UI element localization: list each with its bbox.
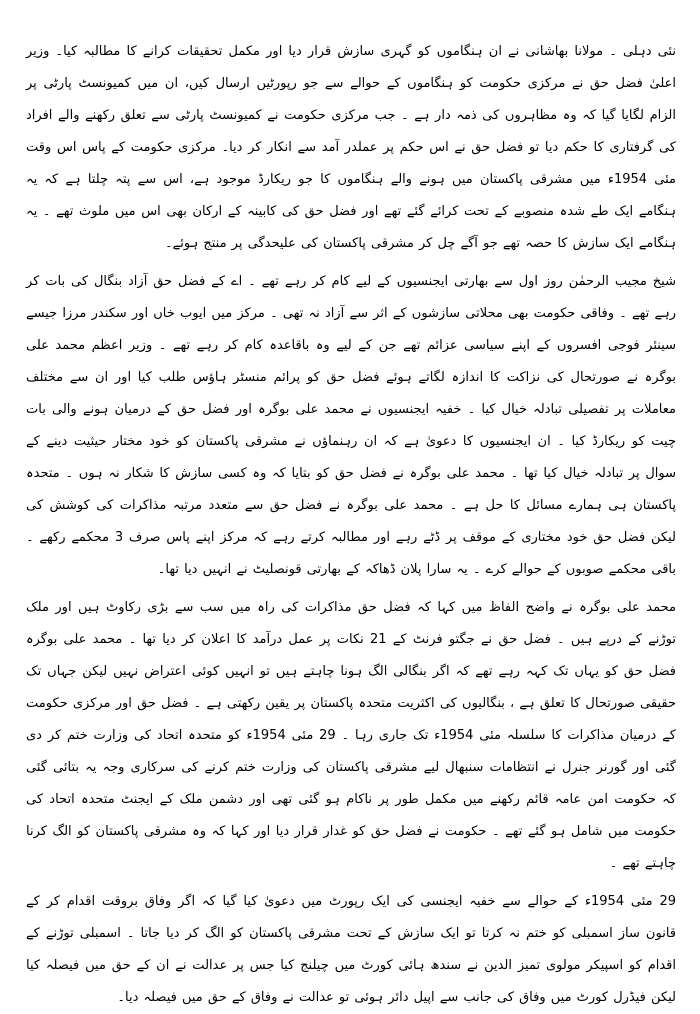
article-body — [26, 36, 676, 1014]
paragraph-2: شیخ مجیب الرحمٰن روز اول سے بھارتی ایجنسیوں کے لیے کام کر رہے تھے ۔ اے کے فضل حق آزاد بنگال کی بات کر رہے تھے ۔ وفاقی حکومت بھی محلاتی سازشوں کے اثر سے آزاد نہ تھی ۔ مرکز میں ایوب خاں اور سکندر مرزا جیسے سینئر فوجی افسروں کے اپنے سیاسی عزائم تھے جن کے لیے وہ باقاعدہ کام کر رہے تھے ۔ وزیر اعظم محمد علی بوگرہ نے صورتحال کی نزاکت کا اندازہ لگاتے ہوئے فضل حق کو پرائم منسٹر ہاؤس طلب کیا اور ان سے مختلف معاملات پر تفصیلی تبادلہ خیال کیا ۔ خفیہ ایجنسیوں نے محمد علی بوگرہ اور فضل حق کے درمیان ہونے والی بات چیت کو ریکارڈ کیا ۔ ان ایجنسیوں کا دعویٰ ہے کہ ان رہنماؤں نے مشرقی پاکستان کو خود مختار حیثیت دینے کے سوال پر تبادلہ خیال کیا تھا ۔ محمد علی بوگرہ نے فضل حق کو بتایا کہ وہ کسی سازش کا شکار نہ ہوں ۔ متحدہ پاکستان ہی ہمارے مسائل کا حل ہے ۔ محمد علی بوگرہ نے فضل حق سے متعدد مرتبہ مذاکرات کی کوشش کی لیکن فضل حق خود مختاری کے موقف پر ڈٹے رہے اور مطالبہ کرتے رہے کہ مرکز اپنے پاس صرف 3 محکمے رکھے ۔ باقی محکمے صوبوں کے حوالے کرے ۔ یہ سارا پلان ڈھاکہ کے بھارتی قونصلیٹ نے انہیں دیا تھا۔ — [26, 274, 676, 577]
paragraph-3: محمد علی بوگرہ نے واضح الفاظ میں کہا کہ فضل حق مذاکرات کی راہ میں سب سے بڑی رکاوٹ ہیں اور ملک توڑنے کے درپے ہیں ۔ فضل حق نے جگتو فرنٹ کے 21 نکات پر عمل درآمد کا اعلان کر دیا تھا ۔ محمد علی بوگرہ فضل حق کو یہاں تک کہہ رہے تھے کہ اگر بنگالی الگ ہونا چاہتے ہیں تو انہیں کوئی اعتراض نہیں لیکن جہاں تک حقیقی صورتحال کا تعلق ہے ، بنگالیوں کی اکثریت متحدہ پاکستان پر یقین رکھتی ہے ۔ فضل حق اور مرکزی حکومت کے درمیان مذاکرات کا سلسلہ مئی 1954ء تک جاری رہا ۔ 29 مئی 1954ء کو متحدہ اتحاد کی وزارت ختم کر دی گئی اور گورنر جنرل نے انتظامات سنبھال لیے مشرقی پاکستان کی وزارت ختم کرنے کی سرکاری وجہ یہ بتائی گئی کہ حکومت امن عامہ قائم رکھنے میں مکمل طور پر ناکام ہو گئی تھی اور دشمن ملک کے ایجنٹ متحدہ اتحاد کی حکومت میں شامل ہو گئے تھے ۔ حکومت نے فضل حق کو غدار قرار دیا اور کہا کہ وہ مشرقی پاکستان کو الگ کرنا چاہتے تھے ۔ — [26, 600, 677, 871]
paragraph-1: نئی دہلی ۔ مولانا بھاشانی نے ان ہنگاموں کو گہری سازش قرار دیا اور مکمل تحقیقات کرانے کا مطالبہ کیا۔ وزیر اعلیٰ فضل حق نے مرکزی حکومت کو ہنگاموں کے حوالے سے جو رپورٹیں ارسال کیں، ان میں کمیونسٹ پارٹی پر الزام لگایا گیا کہ وہ مظاہروں کی ذمہ دار ہے ۔ جب مرکزی حکومت نے کمیونسٹ پارٹی سے تعلق رکھنے والے افراد کی گرفتاری کا حکم دیا تو فضل حق نے اس حکم پر عملدر آمد سے انکار کر دیا۔ مرکزی حکومت کے پاس اس وقت مئی 1954ء میں مشرقی پاکستان میں ہونے والے ہنگاموں کا جو ریکارڈ موجود ہے، اس سے پتہ چلتا ہے کہ یہ ہنگامے ایک طے شدہ منصوبے کے تحت کرائے گئے تھے اور فضل حق کی کابینہ کے ارکان بھی اس میں ملوث تھے ۔ یہ ہنگامے ایک سازش کا حصہ تھے جو آگے چل کر مشرقی پاکستان کی علیحدگی پر منتج ہوئے۔ — [26, 44, 676, 251]
paragraph-4: 29 مئی 1954ء کے حوالے سے خفیہ ایجنسی کی ایک رپورٹ میں دعویٰ کیا گیا کہ اگر وفاق بروقت اقدام کر کے قانون ساز اسمبلی کو ختم نہ کرتا تو ایک سازش کے تحت مشرقی پاکستان کو الگ کر دیا جاتا ۔ اسمبلی توڑنے کے اقدام کو اسپیکر مولوی تمیز الدین نے سندھ ہائی کورٹ میں چیلنج کیا جس پر عدالت نے ان کے حق میں فیصلہ کیا لیکن فیڈرل کورٹ میں وفاق کی جانب سے اپیل دائر ہوئی تو عدالت نے وفاق کے حق میں فیصلہ دیا۔ — [26, 894, 676, 1005]
